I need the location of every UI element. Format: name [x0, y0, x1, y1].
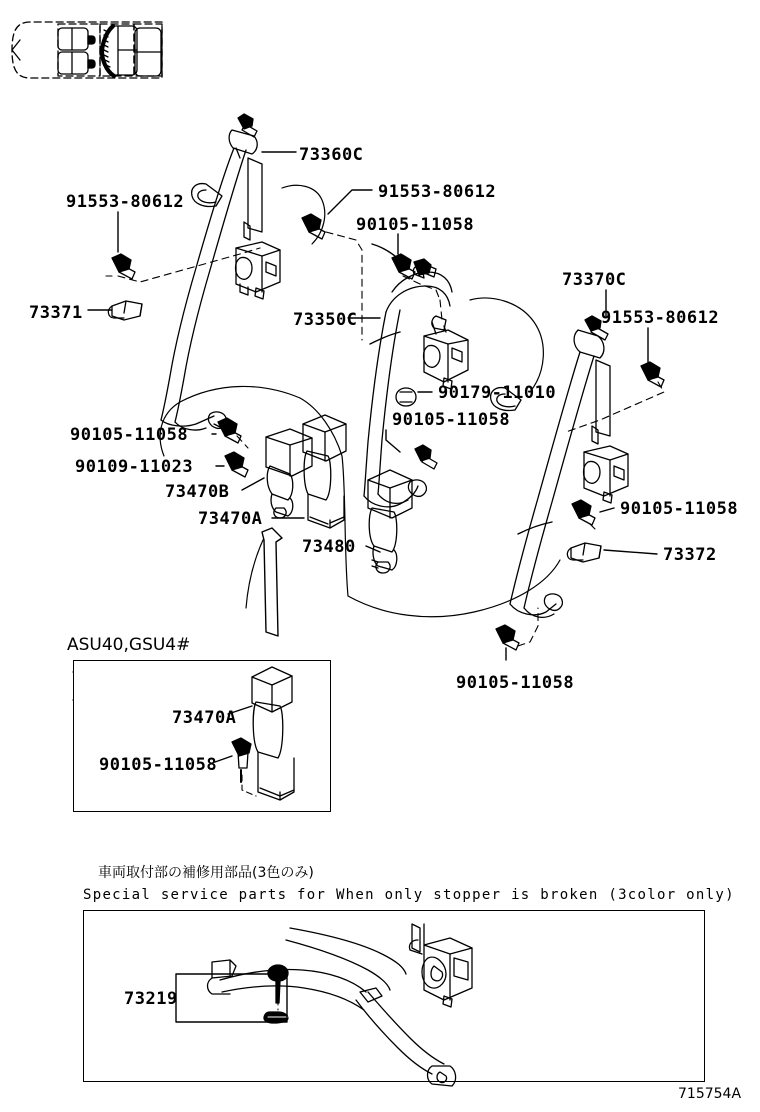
callout-90105-11058-center-top: 90105-11058 [356, 215, 475, 235]
callout-73470b: 73470B [165, 482, 230, 502]
callout-73371: 73371 [29, 303, 83, 323]
belt-assembly-73370c [491, 316, 628, 617]
inset-callout-90105-11058: 90105-11058 [99, 755, 218, 775]
callout-73370c: 73370C [562, 270, 627, 290]
callout-91553-80612-right: 91553-80612 [601, 308, 720, 328]
inset-callout-73219: 73219 [124, 989, 178, 1009]
callout-73470a: 73470A [198, 509, 263, 529]
callout-91553-80612-left: 91553-80612 [66, 192, 185, 212]
callout-73372: 73372 [663, 545, 717, 565]
callout-90109-11023: 90109-11023 [75, 457, 194, 477]
callout-73350c: 73350C [293, 310, 358, 330]
callout-73360c: 73360C [299, 145, 364, 165]
drawing-number: 715754A [678, 1086, 742, 1102]
callout-90105-11058-bottom: 90105-11058 [456, 673, 575, 693]
note-english: Special service parts for When only stopper is broken (3color only) [83, 887, 735, 903]
callout-90105-11058-left: 90105-11058 [70, 425, 189, 445]
callout-90105-11058-right: 90105-11058 [620, 499, 739, 519]
callout-90179-11010: 90179-11010 [438, 383, 557, 403]
callout-73480: 73480 [302, 537, 356, 557]
inset-upper-box [73, 660, 331, 812]
vehicle-top-view-icon [12, 22, 162, 78]
inset-callout-73470a: 73470A [172, 708, 237, 728]
callout-91553-80612-center: 91553-80612 [378, 182, 497, 202]
pointer-arrow-73470a [262, 528, 282, 636]
belt-assembly-73360c [161, 114, 280, 430]
assembly-dashed-lines [106, 232, 664, 646]
inset-upper-title: ASU40,GSU4# [67, 635, 191, 655]
note-japanese: 車両取付部の補修用部品(3色のみ) [98, 865, 314, 881]
callout-90105-11058-center-lower: 90105-11058 [392, 410, 511, 430]
